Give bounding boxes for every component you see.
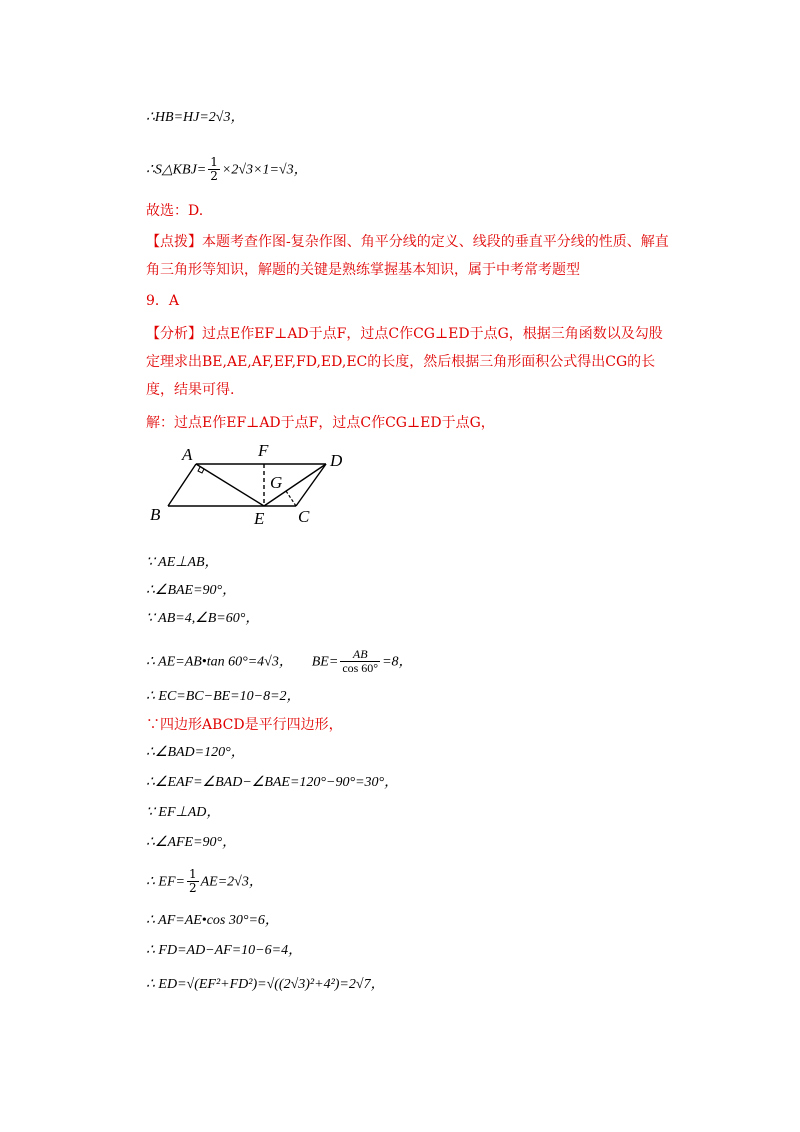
segment-ae: [196, 464, 264, 506]
label-a: A: [182, 445, 193, 464]
step-1: ∵ AE⊥AB，: [146, 555, 219, 570]
step-8: ∴∠EAF=∠BAD−∠BAE=120°−90°=30°，: [146, 775, 399, 790]
step-4: ∴ AE=AB•tan 60°=4√3， BE= $\frac{AB}{\cos 60^\circ}$ =8，: [146, 647, 413, 675]
question-9-answer: 9．A: [146, 293, 180, 309]
step-10: ∴∠AFE=90°，: [146, 835, 237, 850]
fraction-half-ef: $\frac{1}{2}$: [188, 867, 197, 895]
step-5: ∴ EC=BC−BE=10−8=2，: [146, 689, 301, 704]
label-e: E: [254, 509, 265, 528]
line-area-kbj: ∴S△KBJ= $\frac{1}{2}$ ×2√3×1=√3，: [146, 155, 308, 183]
step-2: ∴∠BAE=90°，: [146, 583, 237, 598]
comment-paragraph: 【点拨】本题考查作图-复杂作图、角平分线的定义、线段的垂直平分线的性质、解直角三角形等知识，解题的关键是熟练掌握基本知识，属于中考常考题型: [146, 234, 669, 278]
segment-ab: [168, 464, 196, 506]
line-hb-hj: ∴HB=HJ=2√3，: [146, 110, 245, 125]
answer-choice: 故选：D.: [146, 203, 204, 219]
step-9: ∵ EF⊥AD，: [146, 805, 221, 820]
label-d: D: [330, 451, 343, 470]
fraction-half: $\frac{1}{2}$: [210, 155, 218, 183]
step-3: ∵ AB=4,∠B=60°，: [146, 611, 260, 626]
analysis-paragraph: 【分析】过点E作EF⊥AD于点F，过点C作CG⊥ED于点G，根据三角函数以及勾股定理求出BE,AE,AF,EF,FD,ED,EC的长度，然后根据三角形面积公式得出CG的长度，结果可得.: [146, 326, 663, 398]
label-c: C: [298, 507, 310, 526]
segment-dc: [296, 464, 326, 506]
step-6: ∵四边形ABCD是平行四边形，: [146, 717, 343, 733]
parallelogram-figure: [140, 440, 360, 530]
label-b: B: [150, 505, 161, 524]
step-7: ∴∠BAD=120°，: [146, 745, 245, 760]
step-14: ∴ ED=√(EF²+FD²)=√((2√3)²+4²)=2√7，: [146, 977, 385, 992]
label-f: F: [258, 441, 269, 460]
step-11: ∴ EF= $\frac{1}{2}$ AE=2√3，: [146, 867, 263, 895]
step-12: ∴ AF=AE•cos 30°=6，: [146, 913, 279, 928]
label-g: G: [270, 473, 283, 492]
fraction-ab-cos60: $\frac{AB}{\cos 60^\circ}$: [342, 647, 379, 675]
solution-intro: 解：过点E作EF⊥AD于点F，过点C作CG⊥ED于点G，: [146, 415, 495, 431]
segment-cg-dashed: [286, 491, 296, 506]
step-13: ∴ FD=AD−AF=10−6=4，: [146, 943, 303, 958]
